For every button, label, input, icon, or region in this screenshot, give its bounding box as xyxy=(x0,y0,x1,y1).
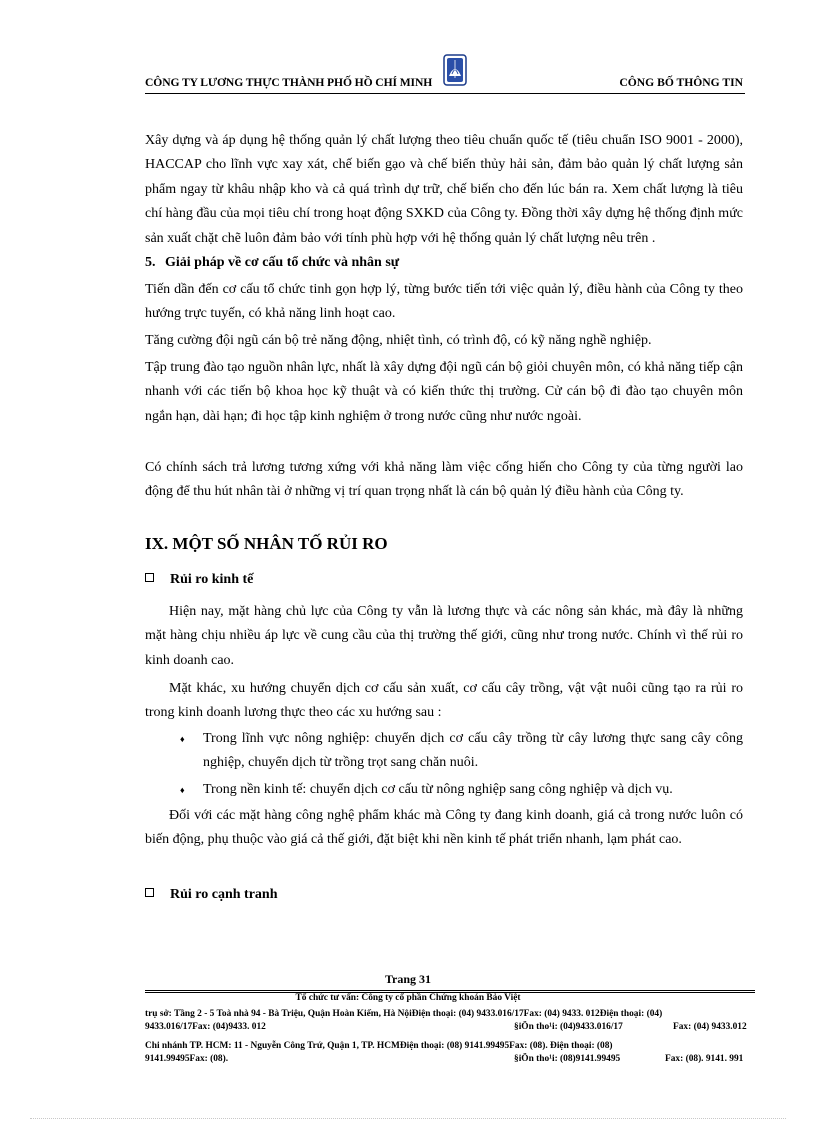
section-5-heading xyxy=(145,255,399,271)
company-name: CÔNG TY LƯƠNG THỰC THÀNH PHỐ HỒ CHÍ MINH xyxy=(145,76,433,89)
checkbox-square-icon xyxy=(145,888,154,897)
page-bottom-edge xyxy=(30,1118,786,1119)
footer-headquarters xyxy=(145,1008,757,1034)
subheading-economic-risk xyxy=(145,572,253,588)
paragraph-main-products: Hiện nay, mặt hàng chủ lực của Công ty vẫn là lương thực và các nông sản khác, mà đây là những mặt hàng chịu nhiều áp lực về cung cầu của thị trường thế giới, cũng như trong nước. Chính vì thế rủi ro kinh doanh cao. xyxy=(145,604,743,668)
section-5-title: Giải pháp về cơ cấu tổ chức và nhân sự xyxy=(165,255,400,270)
footer-hq-line2-left: 9433.016/17Fax: (04)9433. 012 xyxy=(145,1022,266,1032)
diamond-bullet-icon: ♦ xyxy=(180,734,185,744)
page-number: Trang 31 xyxy=(384,972,432,986)
subheading-competition-risk-label: Rủi ro cạnh tranh xyxy=(170,887,278,902)
header-disclosure-label: CÔNG BỐ THÔNG TIN xyxy=(619,76,743,89)
footer-hq-line2-right: Fax: (04) 9433.012 xyxy=(673,1022,747,1032)
list-item xyxy=(180,727,743,776)
header-divider xyxy=(145,93,745,94)
list-item-text: Trong lĩnh vực nông nghiệp: chuyển dịch cơ cấu cây trồng từ cây lương thực sang cây công nghiệp, chuyển dịch từ trồng trọt sang chăn nuôi. xyxy=(203,731,743,771)
company-logo-icon xyxy=(443,54,467,88)
section-ix-heading: IX. MỘT SỐ NHÂN TỐ RỦI RO xyxy=(145,534,388,553)
footer-branch-line2-right: Fax: (08). 9141. 991 xyxy=(665,1054,744,1064)
footer-hq-line2-mid: §iÖn tho¹i: (04)9433.016/17 xyxy=(514,1022,623,1032)
subheading-economic-risk-label: Rủi ro kinh tế xyxy=(170,572,254,587)
diamond-bullet-icon: ♦ xyxy=(180,785,185,795)
paragraph-young-staff: Tăng cường đội ngũ cán bộ trẻ năng động, nhiệt tình, có trình độ, có kỹ năng nghề nghiệp. xyxy=(145,333,652,348)
subheading-competition-risk xyxy=(145,887,277,903)
footer-branch xyxy=(145,1040,757,1066)
checkbox-square-icon xyxy=(145,573,154,582)
paragraph-org-structure: Tiến dần đến cơ cấu tổ chức tinh gọn hợp lý, từng bước tiến tới việc quản lý, điều hành của Công ty theo hướng trực tuyến, có khả năng linh hoạt cao. xyxy=(145,282,743,322)
paragraph-structural-shift: Mặt khác, xu hướng chuyển dịch cơ cấu sản xuất, cơ cấu cây trồng, vật vật nuôi cũng tạo ra rủi ro trong kinh doanh lương thực theo các xu hướng sau : xyxy=(145,681,743,721)
footer-hq-line1: trụ sở: Tầng 2 - 5 Toà nhà 94 - Bà Triệu, Quận Hoàn Kiếm, Hà NộiĐiện thoại: (04) 9433.016/17Fax: (04) 9433. 012Điện thoại: (04) xyxy=(145,1009,663,1019)
footer-branch-line1: Chi nhánh TP. HCM: 11 - Nguyễn Công Trứ, Quận 1, TP. HCMĐiện thoại: (08) 9141.99495Fax: (08). Điện thoại: (08) xyxy=(145,1041,613,1051)
footer-branch-line2-left: 9141.99495Fax: (08). xyxy=(145,1054,229,1064)
paragraph-price-volatility: Đối với các mặt hàng công nghệ phẩm khác mà Công ty đang kinh doanh, giá cả trong nước luôn có biến động, phụ thuộc vào giá cả thế giới, đặt biệt khi nền kinh tế phát triển nhanh, lạm phát cao. xyxy=(145,808,743,848)
paragraph-salary-policy: Có chính sách trả lương tương xứng với khả năng làm việc cống hiến cho Công ty của từng người lao động để thu hút nhân tài ở những vị trí quan trọng nhất là cán bộ quản lý điều hành của Công ty. xyxy=(145,460,743,500)
footer-advisor: Tổ chức tư vấn: Công ty cổ phần Chứng khoán Bảo Việt xyxy=(295,993,521,1003)
footer-divider xyxy=(145,990,755,991)
list-item-text: Trong nền kinh tế: chuyển dịch cơ cấu từ nông nghiệp sang công nghiệp và dịch vụ. xyxy=(203,782,673,797)
paragraph-quality-management: Xây dựng và áp dụng hệ thống quản lý chất lượng theo tiêu chuẩn quốc tế (tiêu chuẩn ISO 9001 - 2000), HACCAP cho lĩnh vực xay xát, chế biến gạo và chế biến thủy hải sản, đảm bảo quản lý chất lượng sản phẩm ngay từ khâu nhập kho và cả quá trình dự trữ, chế biến cho đến lúc bán ra. Xem chất lượng là tiêu chí hàng đầu của mọi tiêu chí trong hoạt động SXKD của Công ty. Đồng thời xây dựng hệ thống định mức sản xuất chặt chẽ luôn đảm bảo với tính phù hợp với hệ thống quản lý chất lượng nêu trên . xyxy=(145,133,743,246)
paragraph-training: Tập trung đào tạo nguồn nhân lực, nhất là xây dựng đội ngũ cán bộ giỏi chuyên môn, có khả năng tiếp cận nhanh với các tiến bộ khoa học kỹ thuật và có kiến thức thị trường. Cử cán bộ đi đào tạo chuyên môn ngắn hạn, dài hạn; đi học tập kinh nghiệm ở trong nước cũng như nước ngoài. xyxy=(145,360,743,424)
list-item xyxy=(180,778,743,802)
page-header xyxy=(145,72,745,94)
footer-branch-line2-mid: §iÖn tho¹i: (08)9141.99495 xyxy=(514,1054,621,1064)
section-5-number: 5. xyxy=(145,255,156,270)
